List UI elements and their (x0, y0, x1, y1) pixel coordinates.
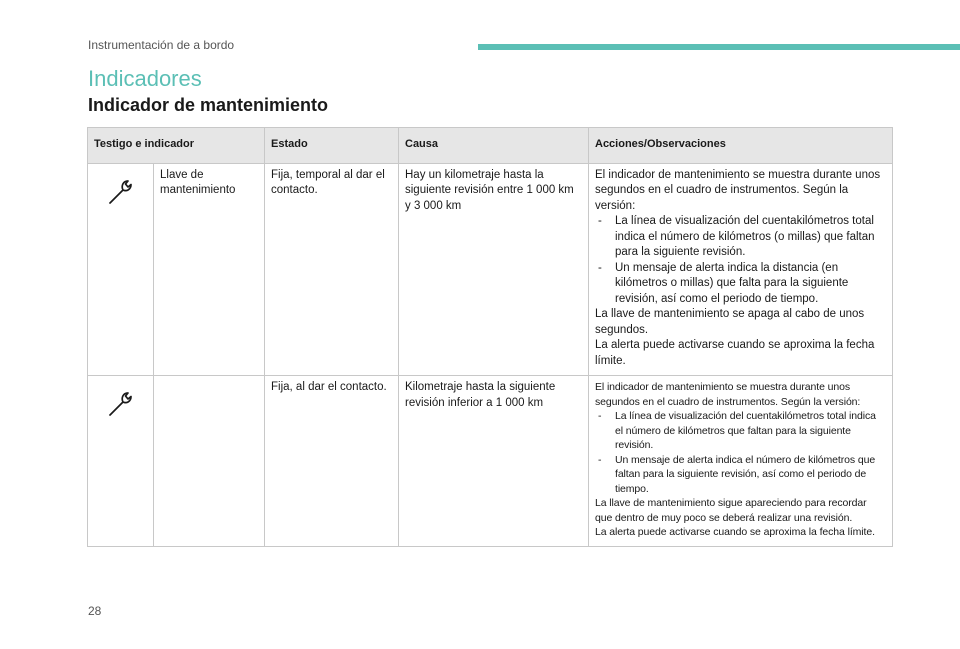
column-header-testigo: Testigo e indicador (88, 128, 265, 164)
maintenance-table (87, 127, 893, 547)
acciones-intro: El indicador de mantenimiento se muestra durante unos segundos en el cuadro de instrumentos. Según la versión: (595, 381, 861, 408)
indicator-label (154, 376, 265, 547)
acciones-outro: La alerta puede activarse cuando se aproxima la fecha límite. (595, 526, 875, 538)
acciones-outro: La alerta puede activarse cuando se aproxima la fecha límite. (595, 339, 875, 367)
causa-cell: Hay un kilometraje hasta la siguiente revisión entre 1 000 km y 3 000 km (399, 163, 589, 376)
wrench-icon (105, 176, 137, 208)
estado-cell: Fija, al dar el contacto. (265, 376, 399, 547)
acciones-bullet: - La línea de visualización del cuentakilómetros total indica el número de kilómetros que faltan para la siguiente revisión. (595, 409, 886, 453)
subsection-title: Indicador de mantenimiento (88, 95, 329, 115)
indicator-icon-cell (88, 376, 154, 547)
causa-cell: Kilometraje hasta la siguiente revisión inferior a 1 000 km (399, 376, 589, 547)
acciones-bullet: - Un mensaje de alerta indica el número de kilómetros que faltan para la siguiente revisión, así como el periodo de tiempo. (595, 453, 886, 497)
acciones-bullet: - La línea de visualización del cuentakilómetros total indica el número de kilómetros (o millas) que faltan para la siguiente revisión. (595, 214, 886, 261)
column-header-estado: Estado (265, 128, 399, 164)
acciones-cell (589, 163, 893, 376)
wrench-icon (105, 388, 137, 420)
page-number: 28 (88, 604, 102, 618)
acciones-bullet: - Un mensaje de alerta indica la distancia (en kilómetros o millas) que falta para la siguiente revisión, así como el periodo de tiempo. (595, 261, 886, 308)
table-header-row (88, 128, 893, 164)
acciones-intro: El indicador de mantenimiento se muestra durante unos segundos en el cuadro de instrumentos. Según la versión: (595, 168, 881, 212)
indicator-label: Llave de mantenimiento (154, 163, 265, 376)
header-title: Instrumentación de a bordo (88, 38, 235, 52)
acciones-cell (589, 376, 893, 547)
table-row (88, 376, 893, 547)
header-accent-bar (478, 44, 960, 50)
section-title: Indicadores (88, 66, 202, 91)
estado-cell: Fija, temporal al dar el contacto. (265, 163, 399, 376)
column-header-acciones: Acciones/Observaciones (589, 128, 893, 164)
indicator-icon-cell (88, 163, 154, 376)
column-header-causa: Causa (399, 128, 589, 164)
table-row (88, 163, 893, 376)
acciones-outro: La llave de mantenimiento se apaga al cabo de unos segundos. (595, 308, 865, 336)
acciones-outro: La llave de mantenimiento sigue apareciendo para recordar que dentro de muy poco se deberá realizar una revisión. (595, 497, 867, 524)
